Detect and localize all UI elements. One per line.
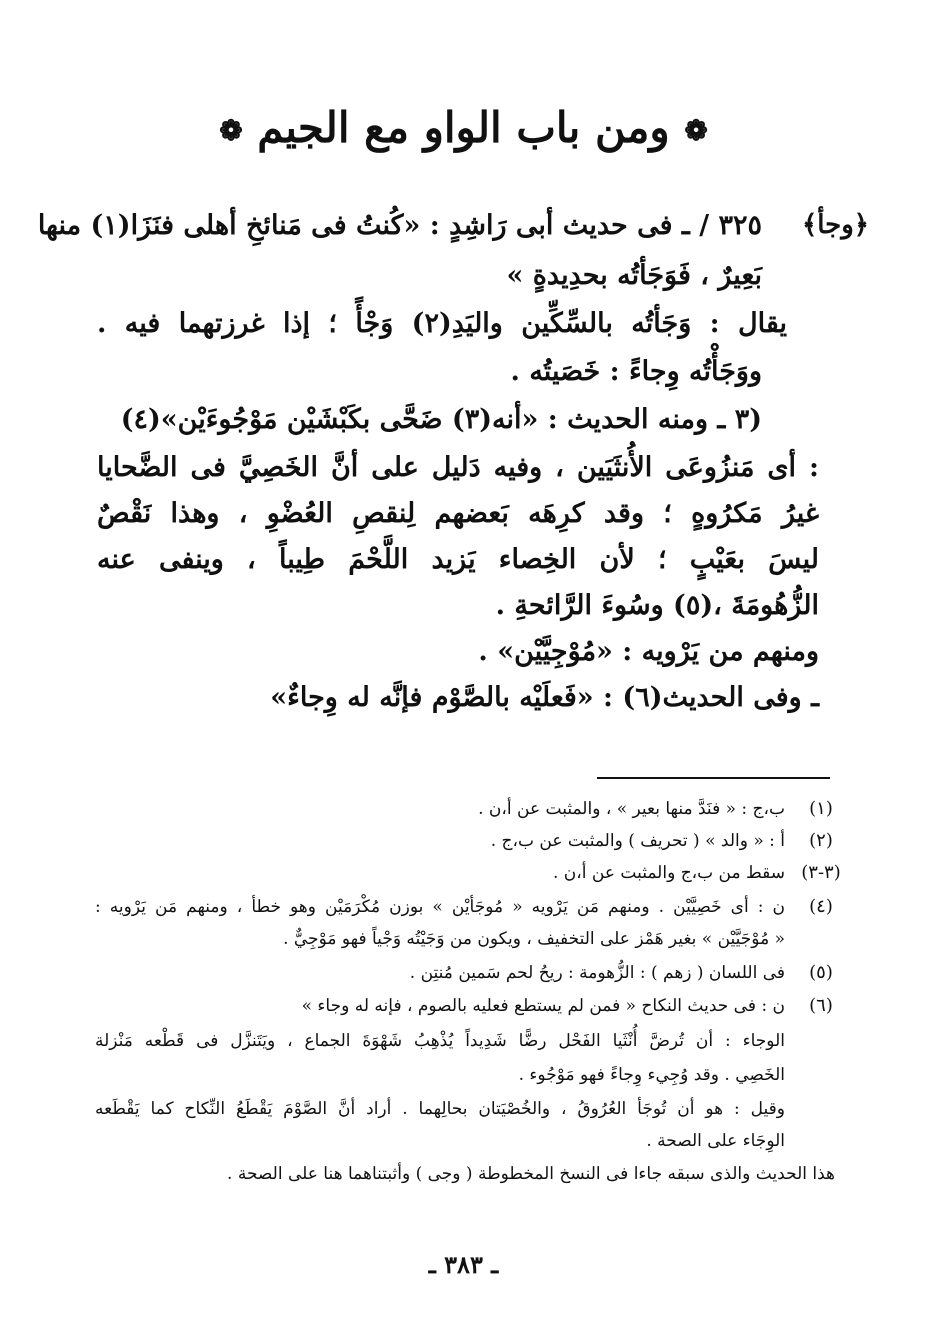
main-line: (٣ ـ ومنه الحديث : «أنه(٣) ضَحَّى بكَبْشَيْن مَوْجُوءَيْن»(٤) <box>120 404 762 435</box>
footnote-text: ب،ج : « فنَدَّ منها بعير » ، والمثبت عن أ،ن . <box>478 799 785 819</box>
footnote-text: سقط من ب،ج والمثبت عن أ،ن . <box>553 863 785 883</box>
main-line: غيرُ مَكرُوهٍ ؛ وقد كرِهَه بَعضهم لِنقصِ العُضْوِ ، وهذا نَقْصٌ <box>97 498 819 529</box>
root-word-label: ﴿وجأ﴾ <box>801 210 869 240</box>
footnote-number: (٥) <box>809 962 833 983</box>
footnote-number: (١) <box>809 798 833 819</box>
footnote-text: ن : فى حديث النكاح « فمن لم يستطع فعليه بالصوم ، فإنه له وجاء » <box>301 996 785 1016</box>
main-line: : أى مَنزُوعَى الأُنثَيَين ، وفيه دَليل على أنَّ الخَصِيَّ فى الضَّحايا <box>97 452 819 483</box>
footnote-text: الوجاء : أن تُرضَّ أُنْثَيا الفَحْل رضًّا شَدِيداً يُذْهِبُ شَهْوَةَ الجماع ، ويَتَنزَّل فى قَطْعه مَنْزلة <box>95 1031 785 1051</box>
main-line: ـ وفى الحديث(٦) : «فَعلَيْه بالصَّوْم فإنَّه له وِجاءٌ» <box>270 682 819 713</box>
main-line: ومنهم من يَرْويه : «مُوْجِيَّيْن» . <box>478 636 819 667</box>
footnote-separator <box>597 777 830 779</box>
footnote-number: (٢) <box>809 830 833 851</box>
left-ornament-icon: ❁ <box>219 114 243 147</box>
footnote-text: ن : أى خَصِيَّيْن . ومنهم مَن يَرْويه « مُوجَأيْن » بوزن مُكْرَمَيْن وهو خطأ ، ومنهم مَن يَرْويه : <box>95 897 785 917</box>
footnote-text: فى اللسان ( زهم ) : الزُّهومة : ريحُ لحم سَمين مُنتِن . <box>409 963 785 983</box>
main-line: يقال : وَجَأتُه بالسِّكِّين واليَدِ(٢) وَجْأً ؛ إذا غرزتهما فيه . <box>97 308 787 339</box>
footnote-text: « مُوْجَيَّيْن » بغير هَمْز على التخفيف ، ويكون من وَجَيْتُه وَجْياً فهو مَوْجِيٌّ . <box>283 929 785 949</box>
main-line: ووَجَأْتُه وِجاءً : خَصَيتُه . <box>510 356 762 387</box>
footnote-text: الوِجَاء على الصحة . <box>646 1131 785 1151</box>
footnote-text: الخَصِي . وقد وُجِيء وِجاءً فهو مَوْجُوء . <box>518 1065 785 1085</box>
footnote-number: (٤) <box>809 896 833 917</box>
footnote-text: أ : « والد » ( تحريف ) والمثبت عن ب،ج . <box>490 831 785 851</box>
footnote-text: هذا الحديث والذى سبقه جاءا فى النسخ المخطوطة ( وجى ) وأثبتناهما هنا على الصحة . <box>227 1164 835 1184</box>
right-ornament-icon: ❁ <box>684 114 708 147</box>
main-line: ٣٢٥ / ـ فى حديث أبى رَاشِدٍ : «كُنتُ فى مَنائخِ أهلى فنَزَا(١) منها <box>37 210 762 241</box>
main-line: الزُّهُومَةَ ،(٥) وسُوءَ الرَّائحةِ . <box>495 590 819 621</box>
footnote-text: وقيل : هو أن تُوجَأ العُرُوقُ ، والخُصْيَتان بحالِهما . أراد أنَّ الصَّوْمَ يَقْطَعُ النِّكاح كما يَقْطَعه <box>95 1099 785 1119</box>
main-line: بَعِيرٌ ، فَوَجَأتُه بحدِيدةٍ » <box>506 260 762 291</box>
page-number: ـ ٣٨٣ ـ <box>428 1250 499 1279</box>
chapter-title <box>0 98 927 161</box>
chapter-title-text: ومن باب الواو مع الجيم <box>257 103 670 152</box>
footnote-number: (٣-٣) <box>801 862 841 883</box>
footnote-number: (٦) <box>809 995 833 1016</box>
main-line: ليسَ بعَيْبٍ ؛ لأن الخِصاء يَزيد اللَّحْمَ طِيباً ، وينفى عنه <box>97 544 819 575</box>
